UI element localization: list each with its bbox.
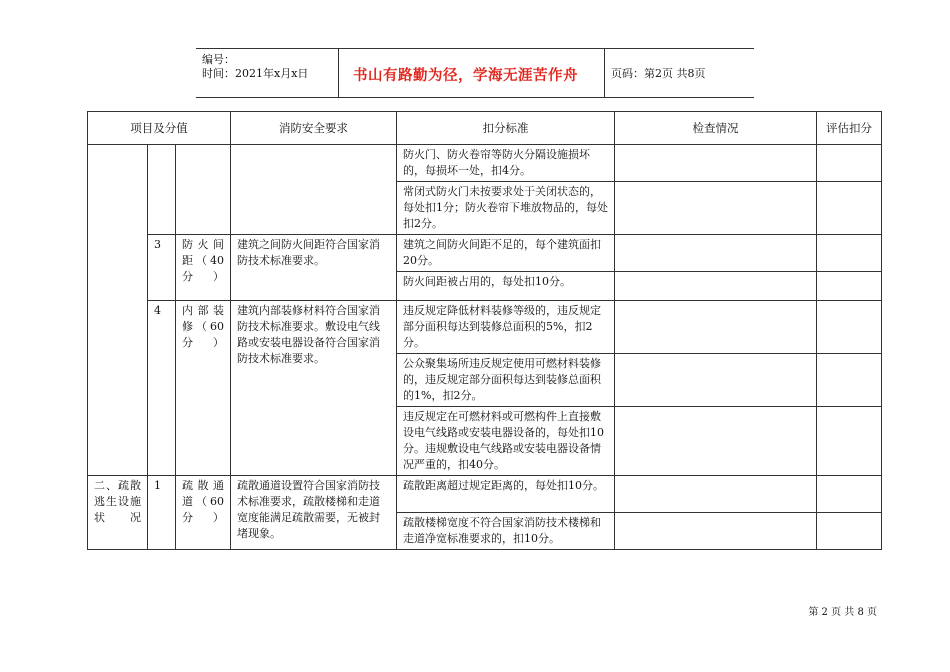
score-cell[interactable]	[817, 407, 882, 476]
deduction-cell: 常闭式防火门未按要求处于关闭状态的，每处扣1分；防火卷帘下堆放物品的，每处扣2分。	[397, 182, 615, 235]
document-time-label: 时间：2021年x月x日	[202, 67, 309, 80]
inspection-cell[interactable]	[615, 182, 817, 235]
col-header-deduction: 扣分标准	[397, 112, 615, 145]
table-header-row	[88, 112, 882, 145]
inspection-cell[interactable]	[615, 513, 817, 550]
requirement-text: 建筑内部装修材料符合国家消防技术标准要求。敷设电气线路或安装电器设备符合国家消防技术标准要求。	[231, 301, 397, 476]
deduction-cell: 违反规定降低材料装修等级的，违反规定部分面积每达到装修总面积的5%，扣2分。	[397, 301, 615, 354]
score-cell[interactable]	[817, 272, 882, 301]
item-number: 3	[148, 235, 176, 301]
number-cell-empty	[148, 145, 176, 235]
score-cell[interactable]	[817, 513, 882, 550]
deduction-cell: 违反规定在可燃材料或可燃构件上直接敷设电气线路或安装电器设备的，每处扣10分。违规敷设电气线路或安装电器设备情况严重的，扣40分。	[397, 407, 615, 476]
deduction-cell: 建筑之间防火间距不足的，每个建筑面扣20分。	[397, 235, 615, 272]
deduction-cell: 防火门、防火卷帘等防火分隔设施损坏的，每损坏一处，扣4分。	[397, 145, 615, 182]
score-cell[interactable]	[817, 476, 882, 513]
inspection-cell[interactable]	[615, 145, 817, 182]
score-cell[interactable]	[817, 301, 882, 354]
header-page	[605, 49, 754, 97]
col-header-score: 评估扣分	[817, 112, 882, 145]
deduction-cell: 疏散楼梯宽度不符合国家消防技术楼梯和走道净宽标准要求的，扣10分。	[397, 513, 615, 550]
score-cell[interactable]	[817, 145, 882, 182]
fire-safety-assessment-table	[87, 111, 882, 550]
table-row	[88, 235, 882, 272]
item-number: 1	[148, 476, 176, 550]
table-row	[88, 301, 882, 354]
item-name: 内部装修（60分）	[176, 301, 231, 476]
header-page-label: 页码：第2页 共8页	[611, 67, 706, 80]
page-footer: 第 2 页 共 8 页	[808, 607, 877, 618]
score-cell[interactable]	[817, 354, 882, 407]
inspection-cell[interactable]	[615, 476, 817, 513]
table-row	[88, 145, 882, 182]
col-header-inspection: 检查情况	[615, 112, 817, 145]
inspection-cell[interactable]	[615, 407, 817, 476]
deduction-cell: 疏散距离超过规定距离的，每处扣10分。	[397, 476, 615, 513]
score-cell[interactable]	[817, 235, 882, 272]
category-name: 二、疏散逃生设施状况	[88, 476, 148, 550]
inspection-cell[interactable]	[615, 272, 817, 301]
page-header	[196, 48, 754, 98]
header-meta	[196, 49, 338, 97]
table-row	[88, 476, 882, 513]
item-name: 防火间距（40分）	[176, 235, 231, 301]
category-cell-empty	[88, 145, 148, 476]
inspection-cell[interactable]	[615, 301, 817, 354]
motto-text: 书山有路勤为径，学海无涯苦作舟	[353, 68, 578, 84]
item-cell-empty	[176, 145, 231, 235]
deduction-cell: 公众聚集场所违反规定使用可燃材料装修的，违反规定部分面积每达到装修总面积的1%，扣2分。	[397, 354, 615, 407]
requirement-text: 建筑之间防火间距符合国家消防技术标准要求。	[231, 235, 397, 301]
header-motto	[338, 49, 605, 97]
item-number: 4	[148, 301, 176, 476]
requirement-cell-empty	[231, 145, 397, 235]
inspection-cell[interactable]	[615, 235, 817, 272]
score-cell[interactable]	[817, 182, 882, 235]
document-number-label: 编号：	[202, 53, 235, 66]
item-name: 疏散通道（60分）	[176, 476, 231, 550]
deduction-cell: 防火间距被占用的，每处扣10分。	[397, 272, 615, 301]
requirement-text: 疏散通道设置符合国家消防技术标准要求，疏散楼梯和走道宽度能满足疏散需要，无被封堵现象。	[231, 476, 397, 550]
col-header-requirement: 消防安全要求	[231, 112, 397, 145]
col-header-item: 项目及分值	[88, 112, 231, 145]
inspection-cell[interactable]	[615, 354, 817, 407]
